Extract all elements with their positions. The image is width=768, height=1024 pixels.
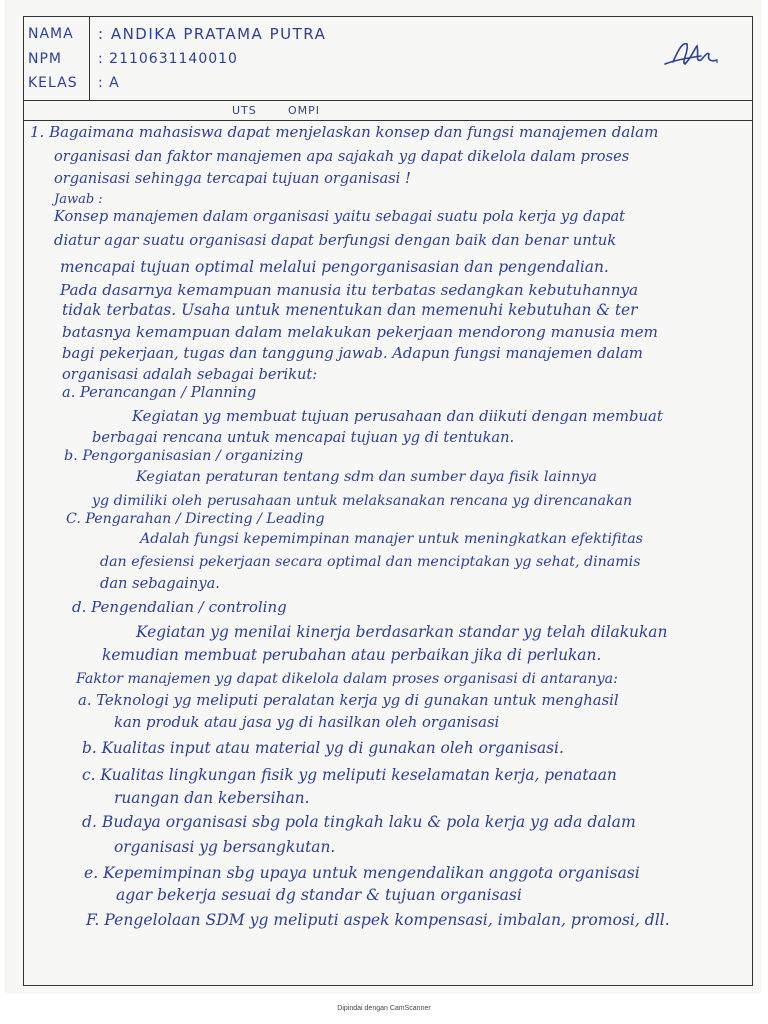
text-line: Pada dasarnya kemampuan manusia itu terbatas sedangkan kebutuhannya bbox=[60, 281, 639, 299]
text-line: yg dimiliki oleh perusahaan untuk melaksanakan rencana yg direncanakan bbox=[92, 493, 633, 509]
kelas-label: KELAS bbox=[28, 75, 78, 91]
text-line: Kegiatan yg menilai kinerja berdasarkan standar yg telah dilakukan bbox=[136, 623, 668, 641]
text-line: F. Pengelolaan SDM yg meliputi aspek kompensasi, imbalan, promosi, dll. bbox=[86, 911, 670, 929]
camscanner-footer: Dipindai dengan CamScanner bbox=[337, 1005, 431, 1012]
text-line: b. Pengorganisasian / organizing bbox=[64, 448, 304, 464]
text-line: organisasi adalah sebagai berikut: bbox=[62, 366, 318, 383]
exam-title-ompi: OMPI bbox=[288, 104, 321, 117]
text-line: e. Kepemimpinan sbg upaya untuk mengendalikan anggota organisasi bbox=[84, 864, 640, 882]
header-rule-1 bbox=[23, 100, 753, 101]
text-line: dan sebagainya. bbox=[100, 575, 220, 592]
text-line: organisasi dan faktor manajemen apa sajakah yg dapat dikelola dalam proses bbox=[54, 148, 630, 165]
text-line: kan produk atau jasa yg di hasilkan oleh organisasi bbox=[114, 714, 500, 731]
text-line: dan efesiensi pekerjaan secara optimal dan menciptakan yg sehat, dinamis bbox=[100, 554, 641, 570]
text-line: a. Perancangan / Planning bbox=[62, 384, 257, 401]
text-line: a. Teknologi yg meliputi peralatan kerja yg di gunakan untuk menghasil bbox=[78, 692, 619, 709]
text-line: berbagai rencana untuk mencapai tujuan yg di tentukan. bbox=[92, 429, 515, 446]
nama-label: NAMA bbox=[28, 26, 74, 42]
text-line: mencapai tujuan optimal melalui pengorganisasian dan pengendalian. bbox=[60, 258, 609, 276]
text-line: batasnya kemampuan dalam melakukan pekerjaan mendorong manusia mem bbox=[62, 323, 658, 341]
text-line: Konsep manajemen dalam organisasi yaitu sebagai suatu pola kerja yg dapat bbox=[54, 208, 626, 225]
text-line: agar bekerja sesuai dg standar & tujuan organisasi bbox=[116, 886, 522, 904]
signature-icon bbox=[661, 38, 721, 72]
text-line: Kegiatan peraturan tentang sdm dan sumber daya fisik lainnya bbox=[136, 469, 597, 485]
text-line: tidak terbatas. Usaha untuk menentukan dan memenuhi kebutuhan & ter bbox=[62, 301, 638, 319]
text-line: bagi pekerjaan, tugas dan tanggung jawab. Adapun fungsi manajemen dalam bbox=[62, 345, 643, 362]
npm-label: NPM bbox=[28, 51, 62, 67]
text-line: d. Pengendalian / controling bbox=[72, 598, 287, 616]
text-line: Adalah fungsi kepemimpinan manajer untuk meningkatkan efektifitas bbox=[140, 531, 643, 547]
text-line: ruangan dan kebersihan. bbox=[114, 789, 310, 807]
text-line: C. Pengarahan / Directing / Leading bbox=[66, 511, 325, 527]
text-line: Faktor manajemen yg dapat dikelola dalam proses organisasi di antaranya: bbox=[76, 671, 618, 687]
header-divider bbox=[89, 16, 90, 100]
text-line: organisasi yg bersangkutan. bbox=[114, 838, 336, 856]
text-line: 1. Bagaimana mahasiswa dapat menjelaskan konsep dan fungsi manajemen dalam bbox=[30, 123, 659, 141]
text-line: Kegiatan yg membuat tujuan perusahaan dan diikuti dengan membuat bbox=[132, 408, 663, 425]
exam-title-uts: UTS bbox=[232, 104, 257, 117]
exam-paper bbox=[6, 0, 760, 992]
npm-value: : 2110631140010 bbox=[98, 51, 238, 67]
text-line: organisasi sehingga tercapai tujuan organisasi ! bbox=[54, 170, 411, 187]
text-line: Jawab : bbox=[54, 192, 103, 207]
text-line: d. Budaya organisasi sbg pola tingkah laku & pola kerja yg ada dalam bbox=[82, 813, 636, 831]
text-line: diatur agar suatu organisasi dapat berfungsi dengan baik dan benar untuk bbox=[54, 232, 617, 249]
nama-value: : ANDIKA PRATAMA PUTRA bbox=[98, 25, 327, 43]
text-line: kemudian membuat perubahan atau perbaikan jika di perlukan. bbox=[102, 646, 602, 664]
text-line: b. Kualitas input atau material yg di gunakan oleh organisasi. bbox=[82, 739, 564, 757]
text-line: c. Kualitas lingkungan fisik yg meliputi keselamatan kerja, penataan bbox=[82, 766, 617, 784]
header-rule-2 bbox=[23, 120, 753, 121]
kelas-value: : A bbox=[98, 75, 120, 91]
